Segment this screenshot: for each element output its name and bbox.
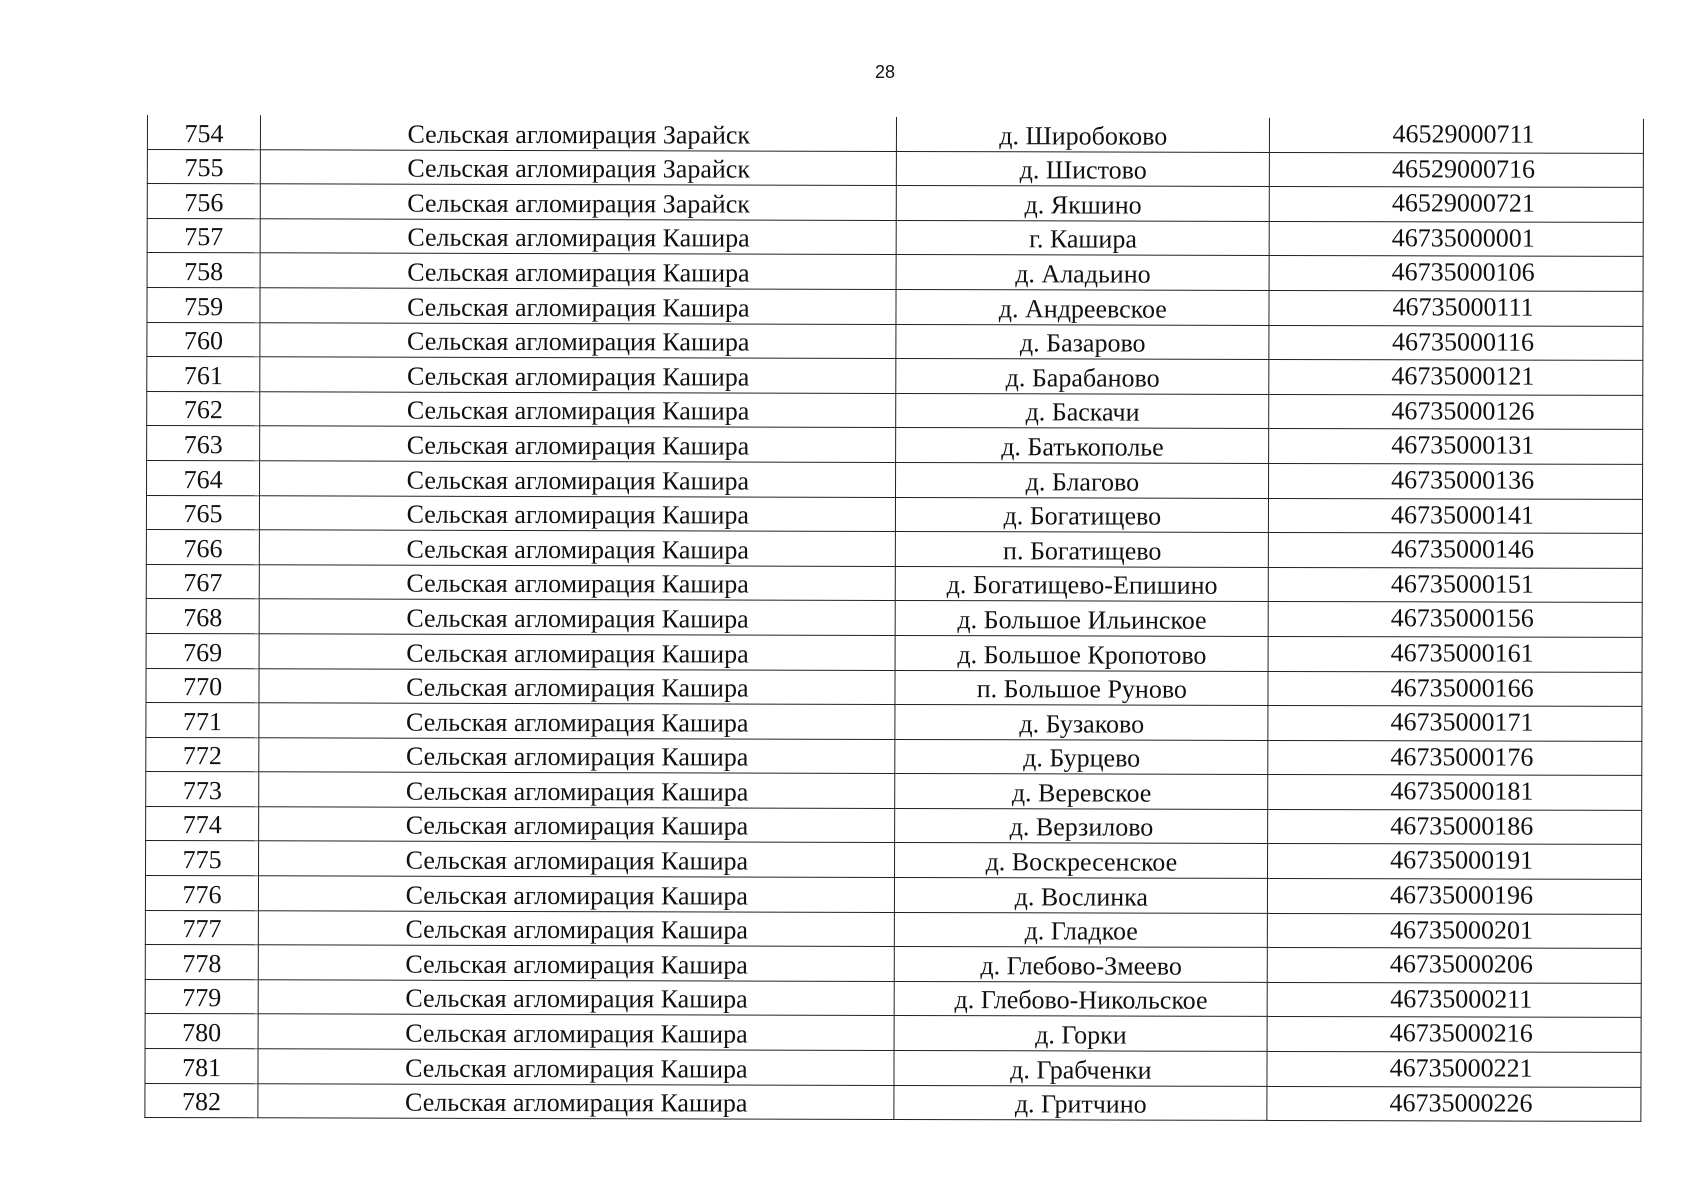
okato-code-cell: 46735000171 <box>1268 706 1642 742</box>
table-row <box>146 772 1642 811</box>
agglomeration-cell: Сельская агломирация Зарайск <box>261 149 897 185</box>
okato-code-cell: 46735000201 <box>1268 913 1642 949</box>
settlement-cell: д. Воскресенское <box>895 843 1268 879</box>
okato-code-cell: 46735000116 <box>1269 325 1643 361</box>
agglomeration-cell: Сельская агломирация Кашира <box>258 1014 894 1050</box>
settlement-cell: д. Бурцево <box>895 739 1268 775</box>
settlement-cell: д. Андреевское <box>896 289 1269 325</box>
agglomeration-cell: Сельская агломирация Кашира <box>260 495 896 531</box>
settlement-cell: д. Веревское <box>895 774 1268 810</box>
agglomeration-cell: Сельская агломирация Кашира <box>259 668 895 704</box>
okato-code-cell: 46735000111 <box>1269 290 1643 326</box>
table-row <box>147 460 1643 499</box>
settlement-cell: д. Большое Ильинское <box>896 601 1269 637</box>
row-number-cell: 771 <box>146 703 259 738</box>
table-row <box>146 703 1642 742</box>
row-number-cell: 768 <box>146 599 259 634</box>
settlement-cell: д. Бузаково <box>895 705 1268 741</box>
settlement-cell: д. Глебово-Никольское <box>895 981 1268 1017</box>
agglomeration-cell: Сельская агломирация Кашира <box>260 288 896 324</box>
row-number-cell: 777 <box>145 910 258 945</box>
settlement-cell: д. Большое Кропотово <box>896 635 1269 671</box>
settlement-cell: д. Богатищево <box>896 497 1269 533</box>
row-number-cell: 781 <box>145 1049 258 1084</box>
settlement-cell: д. Верзилово <box>895 808 1268 844</box>
table-row <box>146 633 1642 672</box>
agglomeration-cell: Сельская агломирация Кашира <box>260 253 896 289</box>
row-number-cell: 757 <box>147 218 260 253</box>
agglomeration-cell: Сельская агломирация Кашира <box>260 219 896 255</box>
table-body <box>145 115 1644 1122</box>
agglomeration-cell: Сельская агломирация Кашира <box>258 1083 894 1119</box>
row-number-cell: 773 <box>146 772 259 807</box>
okato-code-cell: 46735000146 <box>1269 533 1643 569</box>
okato-code-cell: 46735000156 <box>1268 602 1642 638</box>
row-number-cell: 776 <box>145 876 258 911</box>
okato-code-cell: 46735000181 <box>1268 775 1642 811</box>
agglomeration-cell: Сельская агломирация Кашира <box>259 565 895 601</box>
agglomeration-cell: Сельская агломирация Зарайск <box>260 184 896 220</box>
settlement-cell: д. Базарово <box>896 324 1269 360</box>
table-row <box>146 737 1642 776</box>
settlement-cell: д. Широбоково <box>897 117 1270 152</box>
settlement-cell: д. Горки <box>895 1016 1268 1052</box>
table-row <box>146 806 1642 845</box>
row-number-cell: 772 <box>146 737 259 772</box>
row-number-cell: 761 <box>147 357 260 392</box>
agglomeration-cell: Сельская агломирация Кашира <box>259 841 895 877</box>
okato-code-cell: 46735000211 <box>1267 982 1641 1018</box>
table-row <box>147 218 1643 257</box>
row-number-cell: 754 <box>147 115 260 149</box>
settlement-cell: д. Вослинка <box>895 878 1268 914</box>
row-number-cell: 764 <box>147 460 260 495</box>
settlement-cell: д. Барабаново <box>896 359 1269 395</box>
agglomeration-cell: Сельская агломирация Кашира <box>260 392 896 428</box>
okato-code-cell: 46735000161 <box>1268 636 1642 672</box>
okato-code-cell: 46735000001 <box>1269 221 1643 257</box>
page-number: 28 <box>874 62 896 82</box>
okato-code-cell: 46735000106 <box>1269 256 1643 292</box>
row-number-cell: 769 <box>146 633 259 668</box>
okato-code-cell: 46735000176 <box>1268 740 1642 776</box>
row-number-cell: 779 <box>145 979 258 1014</box>
okato-code-cell: 46735000186 <box>1268 809 1642 845</box>
table-row <box>147 287 1643 326</box>
row-number-cell: 774 <box>146 806 259 841</box>
settlement-cell: д. Шистово <box>897 151 1270 187</box>
settlement-cell: д. Грабченки <box>894 1050 1267 1086</box>
table-row <box>145 945 1641 984</box>
agglomeration-cell: Сельская агломирация Кашира <box>259 634 895 670</box>
settlement-cell: г. Кашира <box>897 220 1270 256</box>
okato-code-cell: 46735000151 <box>1268 567 1642 603</box>
okato-code-cell: 46735000166 <box>1268 671 1642 707</box>
agglomeration-cell: Сельская агломирация Кашира <box>260 357 896 393</box>
agglomeration-cell: Сельская агломирация Зарайск <box>261 115 897 151</box>
table-row <box>145 1083 1641 1122</box>
row-number-cell: 780 <box>145 1014 258 1049</box>
table-row <box>147 357 1643 396</box>
settlement-cell: д. Баскачи <box>896 393 1269 429</box>
okato-code-cell: 46735000206 <box>1267 948 1641 984</box>
settlement-cell: д. Гритчино <box>894 1085 1267 1121</box>
table-row <box>146 599 1642 638</box>
table-row <box>147 253 1643 292</box>
agglomeration-cell: Сельская агломирация Кашира <box>258 945 894 981</box>
table-row <box>146 841 1642 880</box>
settlement-cell: д. Благово <box>896 462 1269 498</box>
okato-code-cell: 46735000191 <box>1268 844 1642 880</box>
okato-code-cell: 46735000221 <box>1267 1051 1641 1087</box>
row-number-cell: 755 <box>147 149 260 184</box>
row-number-cell: 762 <box>147 391 260 426</box>
table-row <box>145 910 1641 949</box>
row-number-cell: 782 <box>145 1083 258 1118</box>
agglomeration-cell: Сельская агломирация Кашира <box>259 910 895 946</box>
okato-code-cell: 46735000136 <box>1269 463 1643 499</box>
row-number-cell: 767 <box>146 564 259 599</box>
row-number-cell: 778 <box>145 945 258 980</box>
okato-code-cell: 46735000216 <box>1267 1017 1641 1053</box>
row-number-cell: 758 <box>147 253 260 288</box>
okato-code-cell: 46735000226 <box>1267 1086 1641 1122</box>
row-number-cell: 775 <box>146 841 259 876</box>
okato-code-cell: 46529000716 <box>1270 152 1644 188</box>
okato-code-cell: 46529000721 <box>1269 187 1643 223</box>
row-number-cell: 766 <box>146 530 259 565</box>
agglomeration-cell: Сельская агломирация Кашира <box>260 461 896 497</box>
agglomeration-cell: Сельская агломирация Кашира <box>260 426 896 462</box>
settlement-cell: д. Якшино <box>897 186 1270 222</box>
okato-code-cell: 46735000141 <box>1269 498 1643 534</box>
table-row <box>145 1014 1641 1053</box>
okato-code-cell: 46529000711 <box>1270 118 1644 153</box>
row-number-cell: 756 <box>147 184 260 219</box>
settlement-cell: д. Богатищево-Епишино <box>896 566 1269 602</box>
table-row <box>147 115 1643 153</box>
agglomeration-cell: Сельская агломирация Кашира <box>258 980 894 1016</box>
okato-code-cell: 46735000121 <box>1269 360 1643 396</box>
table-row <box>146 495 1642 534</box>
agglomeration-cell: Сельская агломирация Кашира <box>259 599 895 635</box>
settlement-cell: д. Глебово-Змеево <box>895 947 1268 983</box>
agglomeration-cell: Сельская агломирация Кашира <box>260 530 896 566</box>
settlements-table <box>144 115 1644 1122</box>
table-row <box>145 1049 1641 1088</box>
okato-code-cell: 46735000196 <box>1268 878 1642 914</box>
settlement-cell: д. Батькополье <box>896 428 1269 464</box>
row-number-cell: 770 <box>146 668 259 703</box>
table-row <box>147 426 1643 465</box>
settlement-cell: п. Богатищево <box>896 532 1269 568</box>
settlement-cell: д. Гладкое <box>895 912 1268 948</box>
table-row <box>146 564 1642 603</box>
row-number-cell: 763 <box>147 426 260 461</box>
agglomeration-cell: Сельская агломирация Кашира <box>258 1049 894 1085</box>
table-row <box>145 876 1641 915</box>
agglomeration-cell: Сельская агломирация Кашира <box>259 737 895 773</box>
settlement-cell: п. Большое Руново <box>895 670 1268 706</box>
table-row <box>147 322 1643 361</box>
table-row <box>145 979 1641 1018</box>
table-row <box>147 184 1643 223</box>
agglomeration-cell: Сельская агломирация Кашира <box>259 807 895 843</box>
settlement-cell: д. Аладьино <box>897 255 1270 291</box>
okato-code-cell: 46735000126 <box>1269 394 1643 430</box>
row-number-cell: 765 <box>146 495 259 530</box>
row-number-cell: 760 <box>147 322 260 357</box>
agglomeration-cell: Сельская агломирация Кашира <box>259 772 895 808</box>
okato-code-cell: 46735000131 <box>1269 429 1643 465</box>
table-row <box>147 149 1643 188</box>
table-row <box>146 530 1642 569</box>
agglomeration-cell: Сельская агломирация Кашира <box>259 876 895 912</box>
row-number-cell: 759 <box>147 287 260 322</box>
agglomeration-cell: Сельская агломирация Кашира <box>260 322 896 358</box>
table-row <box>147 391 1643 430</box>
table-row <box>146 668 1642 707</box>
agglomeration-cell: Сельская агломирация Кашира <box>259 703 895 739</box>
